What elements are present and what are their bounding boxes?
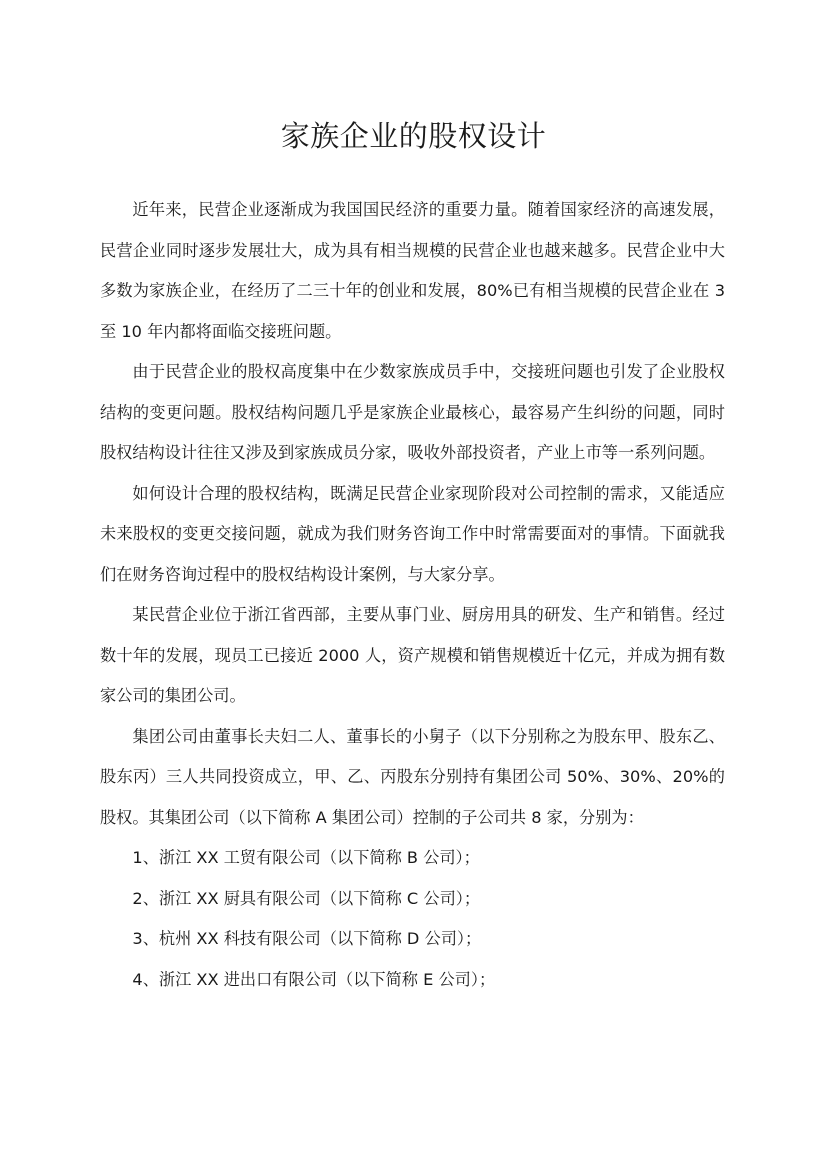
- list-item: 2、浙江 XX 厨具有限公司（以下简称 C 公司）；: [132, 888, 481, 908]
- paragraph-equity-concentration: 由于民营企业的股权高度集中在少数家族成员手中，交接班问题也引发了企业股权结构的变更问题。股权结构问题几乎是家族企业最核心，最容易产生纠纷的问题，同时股权结构设计往往又涉及到家族成员分家，吸收外部投资者，产业上市等一系列问题。: [100, 362, 725, 462]
- paragraph-case-company: 某民营企业位于浙江省西部，主要从事门业、厨房用具的研发、生产和销售。经过数十年的发展，现员工已接近 2000 人，资产规模和销售规模近十亿元，并成为拥有数家公司的集团公司。: [100, 605, 725, 705]
- document-title: 家族企业的股权设计: [280, 119, 547, 153]
- subsidiary-list: [100, 838, 725, 1000]
- paragraph-intro: 近年来，民营企业逐渐成为我国国民经济的重要力量。随着国家经济的高速发展，民营企业同时逐步发展壮大，成为具有相当规模的民营企业也越来越多。民营企业中大多数为家族企业，在经历了二三十年的创业和发展，80%已有相当规模的民营企业在 3 至 10 年内都将面临交接班问题。: [100, 200, 725, 341]
- list-item: 1、浙江 XX 工贸有限公司（以下简称 B 公司）；: [132, 848, 480, 867]
- list-item: 3、杭州 XX 科技有限公司（以下简称 D 公司）；: [132, 929, 482, 948]
- list-item: 4、浙江 XX 进出口有限公司（以下简称 E 公司）；: [132, 969, 496, 989]
- document-body: [100, 190, 725, 1000]
- paragraph-shareholders: 集团公司由董事长夫妇二人、董事长的小舅子（以下分别称之为股东甲、股东乙、股东丙）三人共同投资成立，甲、乙、丙股东分别持有集团公司 50%、30%、20%的股权。其集团公司（以下简称 A 集团公司）控制的子公司共 8 家，分别为：: [100, 726, 725, 827]
- paragraph-design-question: 如何设计合理的股权结构，既满足民营企业家现阶段对公司控制的需求，又能适应未来股权的变更交接问题，就成为我们财务咨询工作中时常需要面对的事情。下面就我们在财务咨询过程中的股权结构设计案例，与大家分享。: [100, 483, 725, 584]
